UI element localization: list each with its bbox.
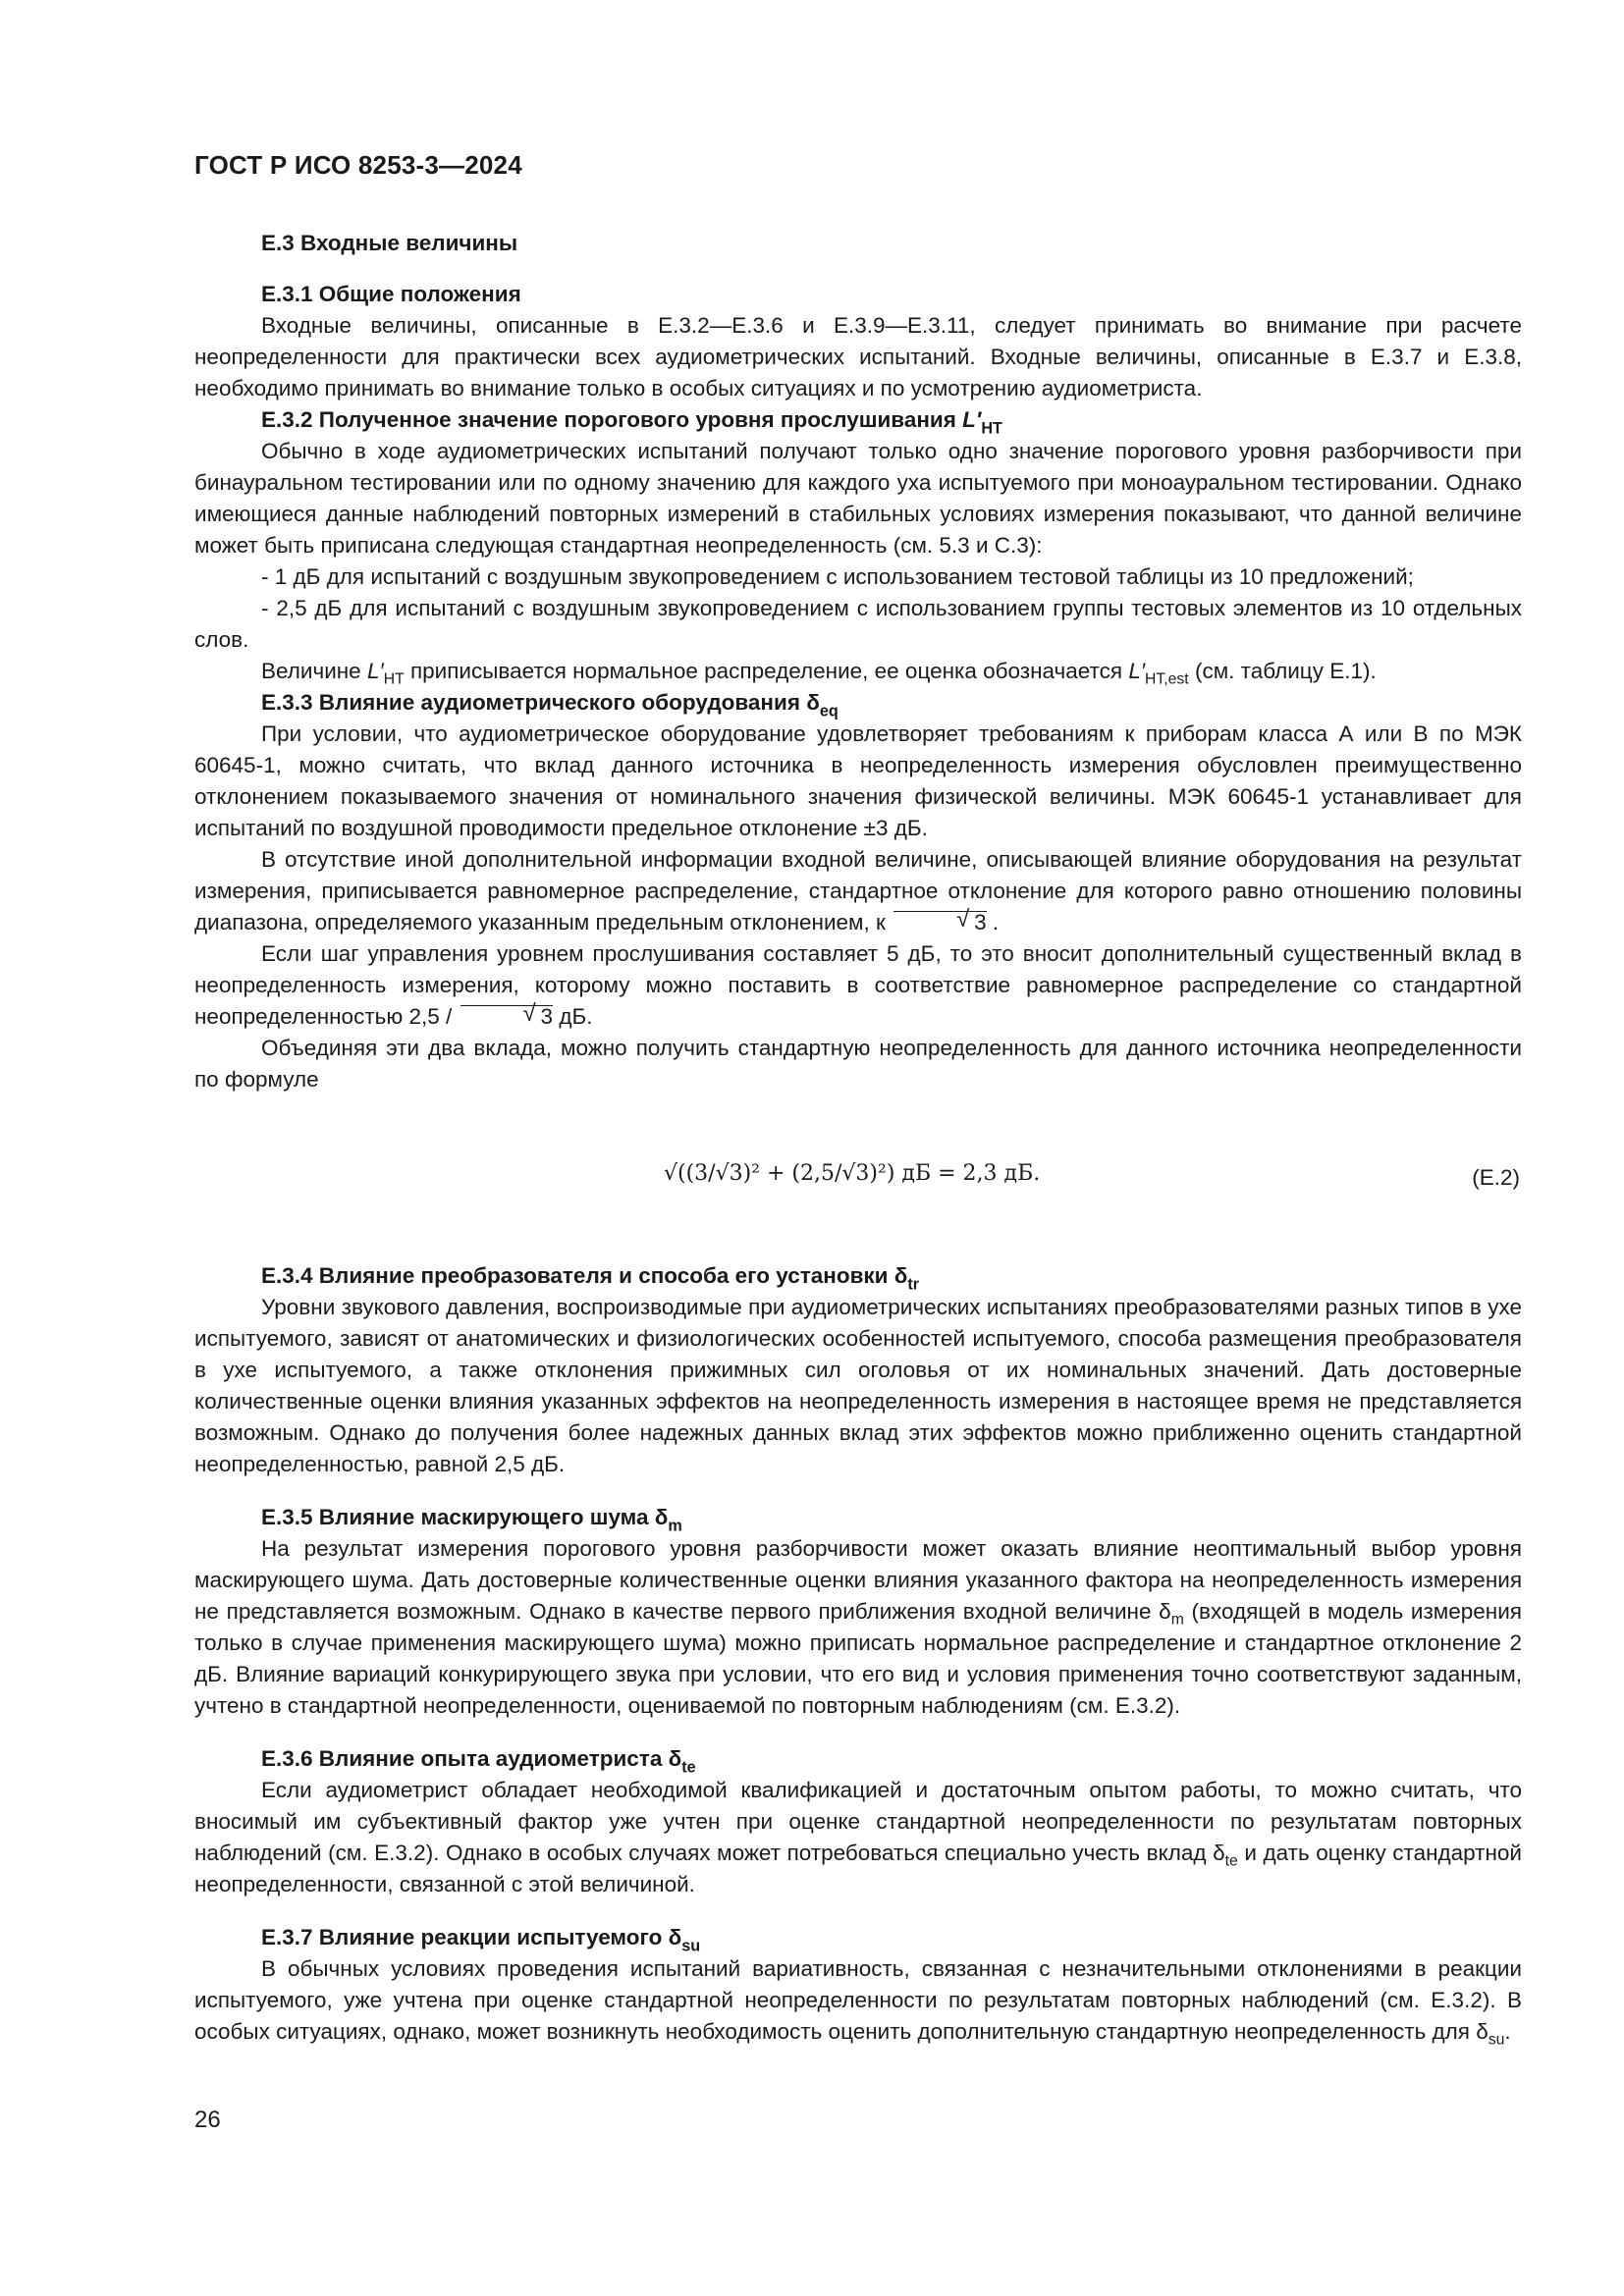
section-e31-paragraph: Входные величины, описанные в Е.3.2—Е.3.6 и Е.3.9—Е.3.11, следует принимать во внимание при расчете неопределенности для практически всех аудиометрических испытаний. Входные величины, описанные в Е.3.7 и Е.3.8, необходимо принимать во внимание только в особых ситуациях и по усмотрению аудиометриста. <box>194 313 1522 400</box>
section-e37-title-subscript: su <box>681 1937 701 1955</box>
section-e33-paragraph-3 <box>194 938 1522 1033</box>
e33-p3-unit: дБ. <box>559 1004 593 1029</box>
section-e36-paragraph <box>194 1775 1522 1900</box>
page-content <box>194 228 1522 2048</box>
section-e33-title-text: Е.3.3 Влияние аудиометрического оборудования δ <box>261 690 820 715</box>
section-e37-title-text: Е.3.7 Влияние реакции испытуемого δ <box>261 1925 682 1949</box>
page-number: 26 <box>194 2107 221 2133</box>
section-e32-list-item-1: - 1 дБ для испытаний с воздушным звукопроведением с использованием тестовой таблицы из 10 предложений; <box>261 564 1414 589</box>
e36-p1-subscript: te <box>1224 1852 1238 1870</box>
e32-p2-text-a: Величине <box>261 659 361 683</box>
e32-p2-subscript-2: HT,est <box>1145 670 1189 688</box>
section-e35-title-subscript: m <box>668 1517 682 1535</box>
section-e33-title-subscript: eq <box>819 702 839 721</box>
e32-p2-symbol-2: L′ <box>1128 659 1146 683</box>
e32-p2-subscript-1: HT <box>383 670 405 688</box>
document-header: ГОСТ Р ИСО 8253-3—2024 <box>194 150 522 180</box>
section-e32-title-symbol: L′ <box>962 407 982 432</box>
formula-e2-row <box>194 1133 1522 1241</box>
section-e37-title <box>194 1922 1522 1953</box>
e33-p3-text: Если шаг управления уровнем прослушивания составляет 5 дБ, то это вносит дополнительный существенный вклад в неопределенность измерения, которому можно поставить в соответствие равномерное распределение со стандартной неопределенностью <box>194 941 1522 1029</box>
section-e37-paragraph <box>194 1953 1522 2048</box>
section-e33-paragraph-4: Объединяя эти два вклада, можно получить стандартную неопределенность для данного источника неопределенности по формуле <box>194 1036 1522 1092</box>
section-e35-title-text: Е.3.5 Влияние маскирующего шума δ <box>261 1505 669 1529</box>
e33-p3-value: 2,5 / <box>408 1004 453 1029</box>
e32-p2-text-c: (см. таблицу Е.1). <box>1194 659 1377 683</box>
section-e34-paragraph: Уровни звукового давления, воспроизводимые при аудиометрических испытаниях преобразователями разных типов в ухе испытуемого, зависят от анатомических и физиологических особенностей испытуемого, способа размещения преобразователя в ухе испытуемого, а также отклонения прижимных сил оголовья от их номинальных значений. Дать достоверные количественные оценки влияния указанных эффектов на неопределенность измерения в настоящее время не представляется возможным. Однако до получения более надежных данных вклад этих эффектов можно приближенно оценить стандартной неопределенностью, равной 2,5 дБ. <box>194 1295 1522 1476</box>
e36-p1-text-a: Если аудиометрист обладает необходимой квалификацией и достаточным опытом работы, то можно считать, что вносимый им субъективный фактор уже учтен при оценке стандартной неопределенности по результатам повторных наблюдений (см. Е.3.2). Однако в особых случаях может потребоваться специально учесть вклад δ <box>194 1778 1522 1865</box>
e35-p1-subscript: m <box>1170 1611 1184 1629</box>
section-e32-title-subscript: HT <box>981 419 1002 438</box>
section-e32-title <box>194 404 1522 436</box>
section-e32-paragraph-2 <box>194 656 1522 687</box>
e36-p1-text-b: и дать оценку стандартной неопределенности, связанной с этой величиной. <box>194 1841 1522 1896</box>
section-e34-title <box>194 1260 1522 1292</box>
section-e32-list-item-2: - 2,5 дБ для испытаний с воздушным звукопроведением с использованием группы тестовых элементов из 10 отдельных слов. <box>194 596 1522 652</box>
section-e33-paragraph-1: При условии, что аудиометрическое оборудование удовлетворяет требованиям к приборам класса А или В по МЭК 60645-1, можно считать, что вклад данного источника в неопределенность измерения обусловлен преимущественно отклонением показываемого значения от номинального значения физической величины. МЭК 60645-1 устанавливает для испытаний по воздушной проводимости предельное отклонение ±3 дБ. <box>194 721 1522 840</box>
e37-p1-text-b: . <box>1504 2019 1511 2044</box>
e32-p2-symbol-1: L′ <box>366 659 384 683</box>
section-e3-title: Е.3 Входные величины <box>261 231 518 255</box>
e33-p2-end: . <box>992 910 1000 934</box>
section-e36-title-text: Е.3.6 Влияние опыта аудиометриста δ <box>261 1746 682 1771</box>
e37-p1-subscript: su <box>1488 2031 1505 2049</box>
section-e32-title-text: Е.3.2 Полученное значение порогового уровня прослушивания <box>261 407 956 432</box>
section-e34-title-subscript: tr <box>907 1275 920 1294</box>
section-e31-title: Е.3.1 Общие положения <box>261 282 521 306</box>
formula-e2: √((3/√3)² + (2,5/√3)²) дБ = 2,3 дБ. <box>664 1161 1041 1186</box>
e33-p2-text: В отсутствие иной дополнительной информации входной величине, описывающей влияние оборудования на результат измерения, приписывается равномерное распределение, стандартное отклонение для которого равно отношению половины диапазона, определяемого указанным предельным отклонением, к <box>194 847 1522 934</box>
e37-p1-text-a: В обычных условиях проведения испытаний вариативность, связанная с незначительными отклонениями в реакции испытуемого, уже учтена при оценке стандартной неопределенности по результатам повторных наблюдений (см. Е.3.2). В особых ситуациях, однако, может возникнуть необходимость оценить дополнительную стандартную неопределенность для δ <box>194 1956 1522 2044</box>
section-e36-title-subscript: te <box>681 1758 696 1777</box>
sqrt-three-2: √ 3 <box>460 1005 554 1028</box>
e35-p1-text-b: (входящей в модель измерения только в случае применения маскирующего шума) можно приписать нормальное распределение и стандартное отклонение 2 дБ. Влияние вариаций конкурирующего звука при условии, что его вид и условия применения точно соответствуют заданным, учтено в стандартной неопределенности, оцениваемой по повторным наблюдениям (см. Е.3.2). <box>194 1599 1522 1718</box>
e35-p1-text-a: На результат измерения порогового уровня разборчивости может оказать влияние неоптимальный выбор уровня маскирующего шума. Дать достоверные количественные оценки влияния указанного фактора на неопределенность измерения не представляется возможным. Однако в качестве первого приближения входной величине δ <box>194 1536 1522 1624</box>
section-e35-paragraph <box>194 1533 1522 1722</box>
section-e35-title <box>194 1502 1522 1533</box>
section-e34-title-text: Е.3.4 Влияние преобразователя и способа его установки δ <box>261 1263 908 1288</box>
e32-p2-text-b: приписывается нормальное распределение, ее оценка обозначается <box>409 659 1123 683</box>
formula-number: (Е.2) <box>1472 1165 1520 1190</box>
section-e36-title <box>194 1743 1522 1775</box>
sqrt-three-1: √ 3 <box>893 911 987 934</box>
section-e33-paragraph-2 <box>194 844 1522 938</box>
section-e33-title <box>194 687 1522 719</box>
section-e32-paragraph-1: Обычно в ходе аудиометрических испытаний получают только одно значение порогового уровня разборчивости при бинауральном тестировании или по одному значению для каждого уха испытуемого при моноауральном тестировании. Однако имеющиеся данные наблюдений повторных измерений в стабильных условиях измерения показывают, что данной величине может быть приписана следующая стандартная неопределенность (см. 5.3 и С.3): <box>194 439 1522 558</box>
